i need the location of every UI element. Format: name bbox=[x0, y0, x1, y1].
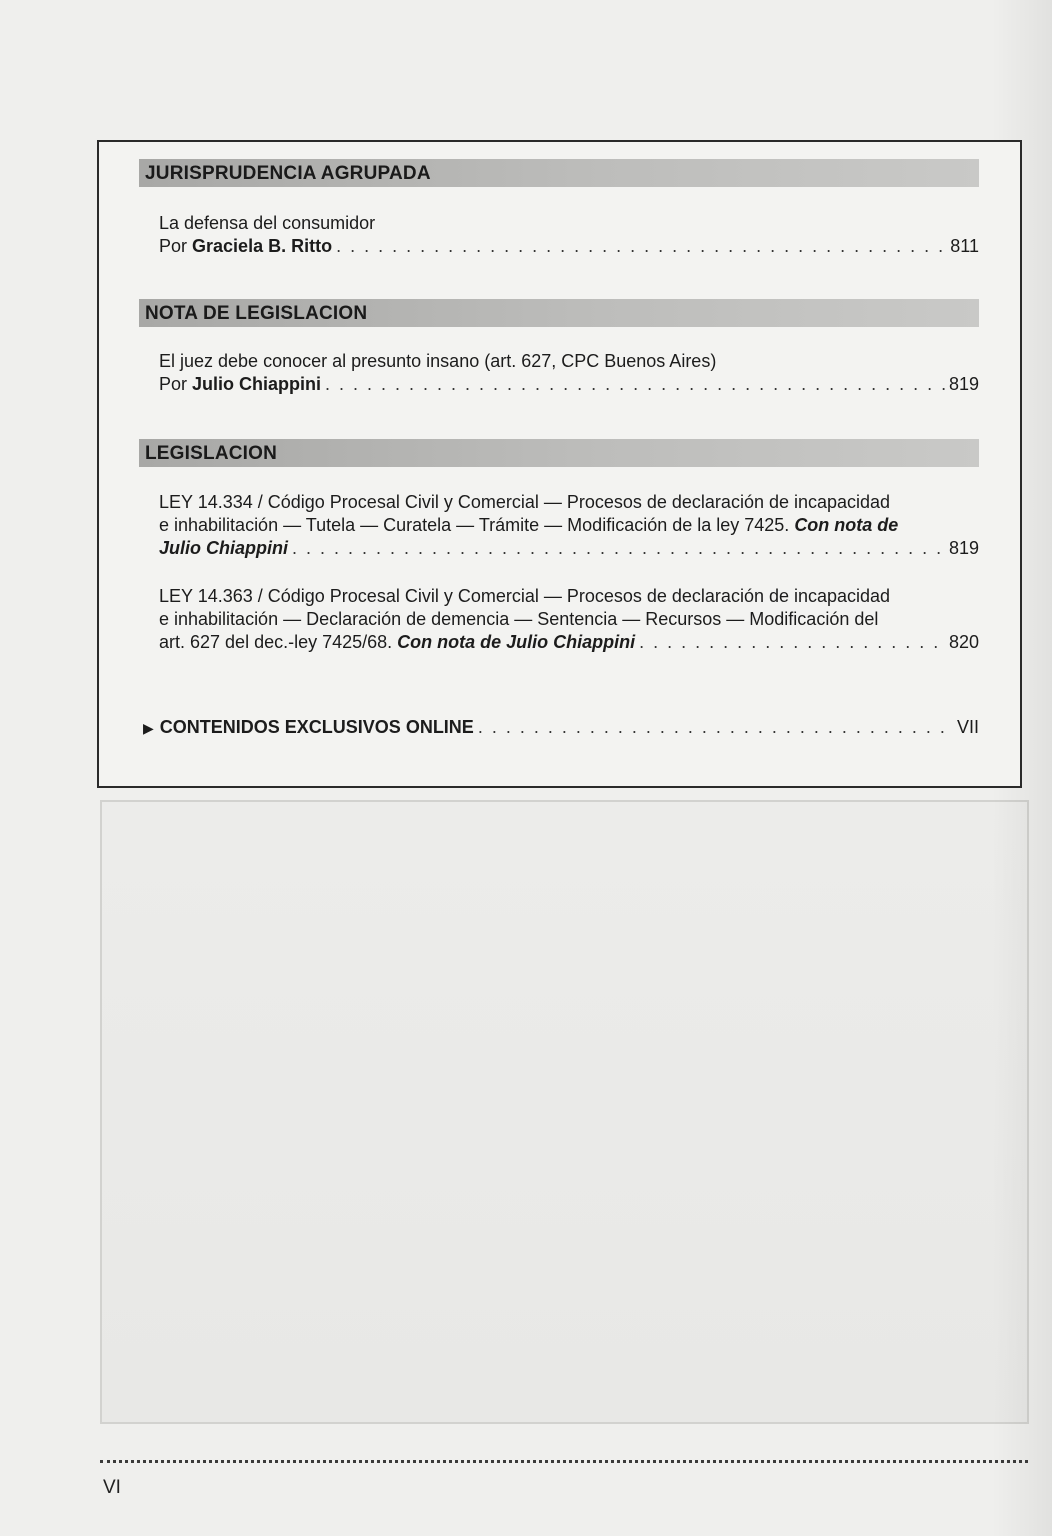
entry-page-number: 819 bbox=[948, 374, 979, 394]
dot-leader bbox=[336, 235, 945, 258]
show-through-page bbox=[100, 800, 1029, 1424]
entry-page-number: 819 bbox=[948, 538, 979, 558]
entry-author: Julio Chiappini bbox=[192, 374, 322, 394]
entry-line-3-text: art. 627 del dec.-ley 7425/68. bbox=[159, 632, 398, 652]
section-heading-text: JURISPRUDENCIA AGRUPADA bbox=[145, 163, 431, 184]
footer-dotted-rule bbox=[100, 1460, 1028, 1463]
toc-entry-defensa-consumidor[interactable] bbox=[159, 212, 979, 258]
toc-entry-juez-presunto-insano[interactable] bbox=[159, 350, 979, 396]
online-contents-label: CONTENIDOS EXCLUSIVOS ONLINE bbox=[159, 717, 474, 737]
section-heading-nota-legislacion bbox=[139, 299, 979, 327]
toc-entry-ley-14334[interactable] bbox=[159, 491, 979, 560]
entry-line-1: LEY 14.363 / Código Procesal Civil y Comercial — Procesos de declaración de incapacidad bbox=[159, 586, 891, 606]
entry-note-emphasis: Con nota de bbox=[794, 515, 899, 535]
toc-entry-ley-14363[interactable] bbox=[159, 585, 979, 654]
entry-page-number: 820 bbox=[948, 632, 979, 652]
author-prefix: Por bbox=[159, 236, 188, 256]
entry-page-number: 811 bbox=[950, 236, 979, 256]
entry-line-2 bbox=[159, 514, 979, 537]
online-contents-link[interactable] bbox=[143, 716, 979, 740]
entry-line-2-text: e inhabilitación — Tutela — Curatela — Trámite — Modificación de la ley 7425. bbox=[159, 515, 795, 535]
entry-note-emphasis: Con nota de Julio Chiappini bbox=[397, 632, 636, 652]
section-heading-legislacion bbox=[139, 439, 979, 467]
section-heading-jurisprudencia bbox=[139, 159, 979, 187]
dot-leader bbox=[292, 537, 945, 560]
entry-note-author: Julio Chiappini bbox=[159, 538, 288, 558]
triangle-right-icon: ▶ bbox=[143, 720, 154, 736]
page-number: VI bbox=[103, 1477, 121, 1498]
dot-leader bbox=[325, 373, 945, 396]
entry-author-line bbox=[159, 235, 979, 258]
section-heading-text: LEGISLACION bbox=[145, 443, 278, 464]
entry-line-3 bbox=[159, 631, 979, 654]
entry-line-3 bbox=[159, 537, 979, 560]
entry-title: El juez debe conocer al presunto insano (art. 627, CPC Buenos Aires) bbox=[159, 351, 717, 371]
entry-author-line bbox=[159, 373, 979, 396]
dot-leader bbox=[639, 631, 945, 654]
section-heading-text: NOTA DE LEGISLACION bbox=[145, 303, 368, 324]
entry-line-2: e inhabilitación — Declaración de demencia — Sentencia — Recursos — Modificación del bbox=[159, 609, 879, 629]
author-prefix: Por bbox=[159, 374, 188, 394]
dot-leader bbox=[478, 716, 945, 739]
table-of-contents-box bbox=[97, 140, 1022, 788]
entry-title: La defensa del consumidor bbox=[159, 213, 376, 233]
online-contents-line bbox=[143, 716, 979, 740]
online-contents-page: VII bbox=[956, 717, 979, 737]
entry-author: Graciela B. Ritto bbox=[192, 236, 333, 256]
entry-line-1: LEY 14.334 / Código Procesal Civil y Comercial — Procesos de declaración de incapacidad bbox=[159, 492, 891, 512]
